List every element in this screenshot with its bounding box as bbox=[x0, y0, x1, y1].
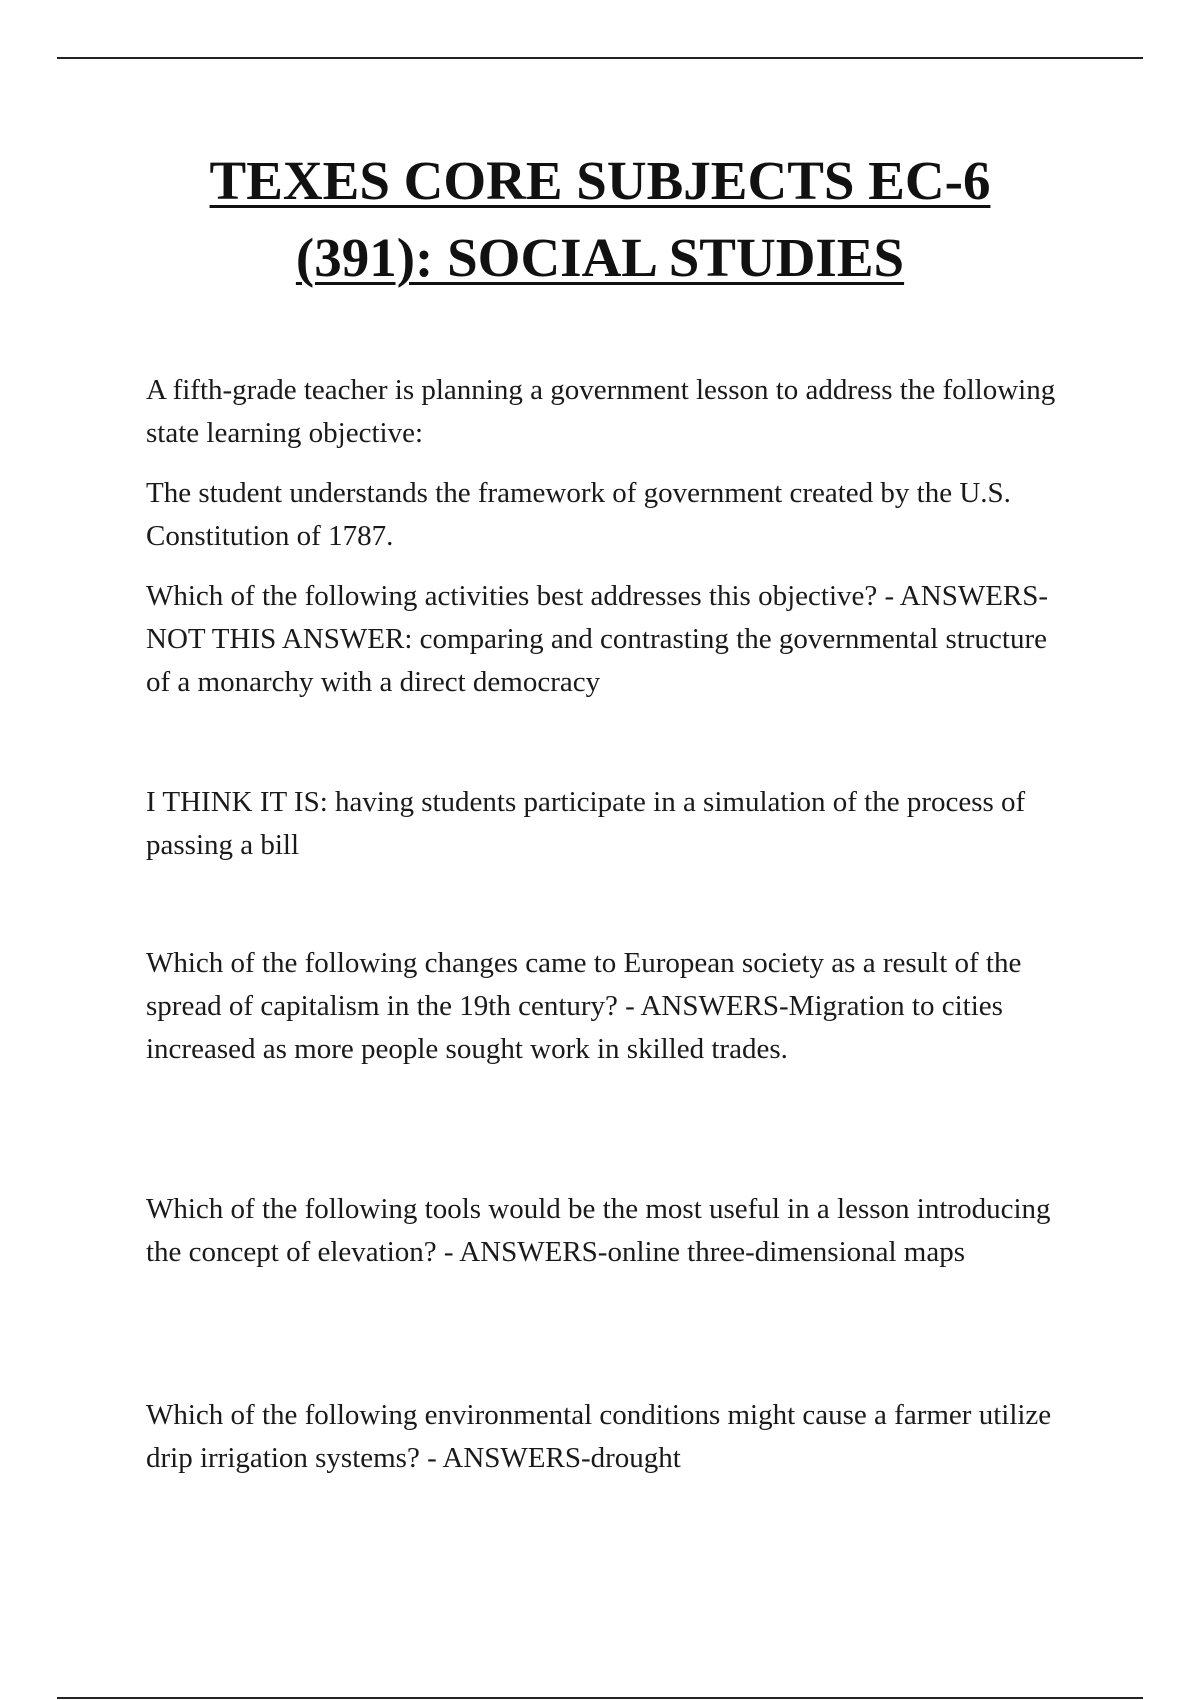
title-line-1: TEXES CORE SUBJECTS EC-6 bbox=[209, 150, 991, 211]
objective-paragraph: The student understands the framework of government created by the U.S. Constitution of 1787. bbox=[146, 477, 1011, 552]
question-answer-paragraph: Which of the following environmental conditions might cause a farmer utilize drip irrigation systems? - ANSWERS-drought bbox=[146, 1399, 1052, 1474]
answer-note-paragraph: I THINK IT IS: having students participate in a simulation of the process of passing a bill bbox=[146, 786, 1026, 861]
top-divider bbox=[57, 57, 1143, 59]
question-paragraph: A fifth-grade teacher is planning a government lesson to address the following state learning objective: bbox=[146, 374, 1056, 449]
question-answer-paragraph: Which of the following changes came to European society as a result of the spread of capitalism in the 19th century? - ANSWERS-Migration to cities increased as more people sought work in skilled trades. bbox=[146, 947, 1022, 1065]
question-answer-paragraph: Which of the following tools would be the most useful in a lesson introducing the concept of elevation? - ANSWERS-online three-dimensional maps bbox=[146, 1193, 1051, 1268]
title-line-2: (391): SOCIAL STUDIES bbox=[295, 227, 905, 288]
bottom-divider bbox=[57, 1697, 1143, 1699]
question-answer-paragraph: Which of the following activities best addresses this objective? - ANSWERS-NOT THIS ANSWER: comparing and contrasting the governmental structure of a monarchy with a direct democracy bbox=[146, 580, 1049, 698]
document-title bbox=[0, 142, 1200, 296]
